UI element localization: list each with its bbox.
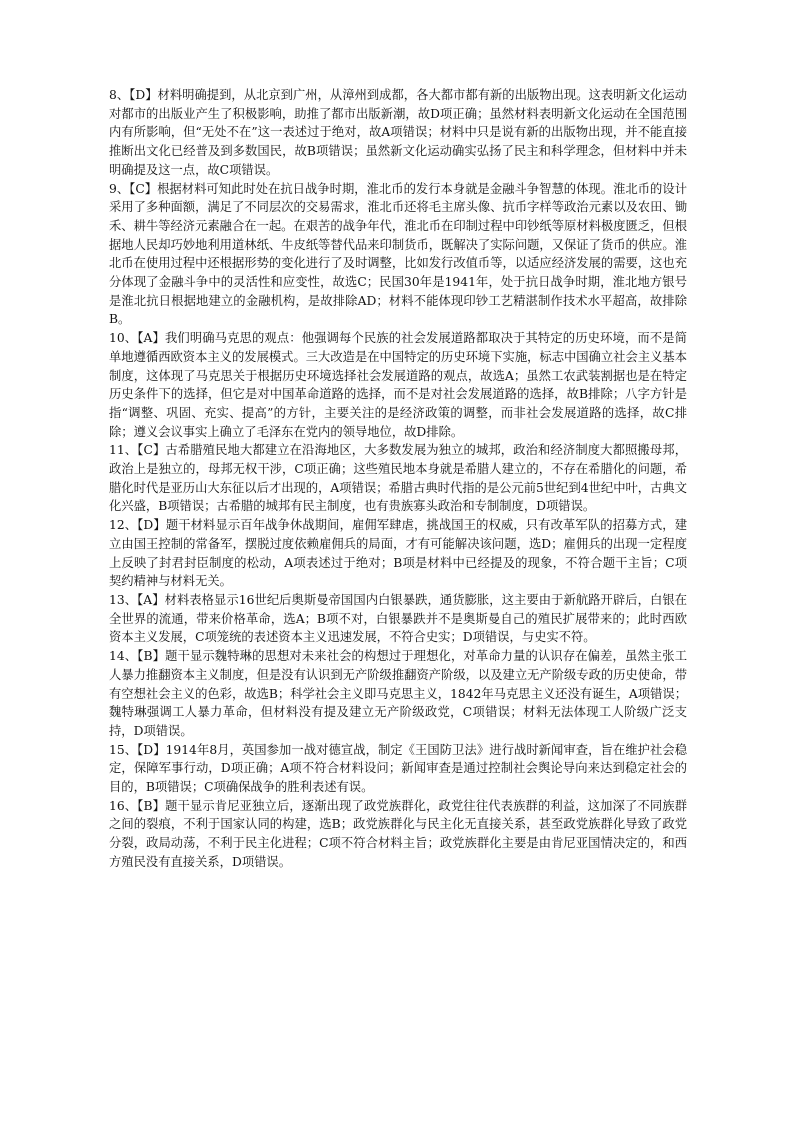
answer-text: 11、【C】古希腊殖民地大都建立在沿海地区，大多数发展为独立的城邦，政治和经济制度大都照搬母邦，政治上是独立的，母邦无权干涉，C项正确；这些殖民地本身就是希腊人建立的，不存在希腊化的问题，希腊化时代是亚历山大东征以后才出现的，A项错误；希腊古典时代指的是公元前5世纪到4世纪中叶，古典文化兴盛，B项错误；古希腊的城邦有民主制度，也有贵族寡头政治和专制制度，D项错误。 (109, 443, 687, 514)
answer-item-15 (109, 741, 687, 797)
answer-item-8 (109, 86, 687, 180)
answer-explanations-page (109, 86, 687, 872)
answer-text: 16、【B】题干显示肯尼亚独立后，逐渐出现了政党族群化，政党往往代表族群的利益，这加深了不同族群之间的裂痕，不利于国家认同的构建，选B；政党族群化与民主化无直接关系，甚至政党族群化导致了政党分裂，政局动荡，不利于民主化进程；C项不符合材料主旨；政党族群化主要是由肯尼亚国情决定的，和西方殖民没有直接关系，D项错误。 (109, 798, 687, 869)
answer-text: 15、【D】1914年8月，英国参加一战对德宣战，制定《王国防卫法》进行战时新闻审查，旨在维护社会稳定，保障军事行动，D项正确；A项不符合材料设问；新闻审查是通过控制社会舆论导向来达到稳定社会的目的，B项错误；C项确保战争的胜利表述有误。 (109, 742, 687, 795)
answer-text: 8、【D】材料明确提到，从北京到广州，从漳州到成都，各大都市都有新的出版物出现。这表明新文化运动对都市的出版业产生了积极影响，助推了都市出版新潮，故D项正确；虽然材料表明新文化运动在全国范围内有所影响，但“无处不在”这一表述过于绝对，故A项错误；材料中只是说有新的出版物出现，并不能直接推断出文化已经普及到多数国民，故B项错误；虽然新文化运动确实弘扬了民主和科学理念，但材料中并未明确提及这一点，故C项错误。 (109, 88, 687, 177)
answer-item-12 (109, 516, 687, 591)
answer-text: 9、【C】根据材料可知此时处在抗日战争时期，淮北币的发行本身就是金融斗争智慧的体现。淮北币的设计采用了多种面额，满足了不同层次的交易需求，淮北币还将毛主席头像、抗币字样等政治元素以及农田、锄禾、耕牛等经济元素融合在一起。在艰苦的战争年代，淮北币在印制过程中印钞纸等原材料极度匮乏，但根据地人民却巧妙地利用道林纸、牛皮纸等替代品来印制货币，既解决了实际问题，又保证了货币的供应。淮北币在使用过程中还根据形势的变化进行了及时调整，比如发行改值币等，以适应经济发展的需要，这也充分体现了金融斗争中的灵活性和应变性，故选C；民国30年是1941年，处于抗日战争时期，淮北地方银号是淮北抗日根据地建立的金融机构，是故排除AD；材料不能体现印钞工艺精湛制作技术水平超高，故排除B。 (109, 181, 687, 327)
answer-item-13 (109, 591, 687, 647)
answer-text: 13、【A】材料表格显示16世纪后奥斯曼帝国国内白银暴跌，通货膨胀，这主要由于新航路开辟后，白银在全世界的流通，带来价格革命，选A；B项不对，白银暴跌并不是奥斯曼自己的殖民扩展带来的；此时西欧资本主义发展，C项笼统的表述资本主义迅速发展，不符合史实；D项错误，与史实不符。 (109, 592, 687, 645)
answer-text: 10、【A】我们明确马克思的观点：他强调每个民族的社会发展道路都取决于其特定的历史环境，而不是简单地遵循西欧资本主义的发展模式。三大改造是在中国特定的历史环境下实施，标志中国确立社会主义基本制度，这体现了马克思关于根据历史环境选择社会发展道路的观点，故选A；虽然工农武装割据也是在特定历史条件下的选择，但它是对中国革命道路的选择，而不是对社会发展道路的选择，故B排除；八字方针是指“调整、巩固、充实、提高”的方针，主要关注的是经济政策的调整，而非社会发展道路的选择，故C排除；遵义会议事实上确立了毛泽东在党内的领导地位，故D排除。 (109, 331, 687, 439)
answer-item-16 (109, 797, 687, 872)
answer-item-9 (109, 180, 687, 330)
answer-text: 14、【B】题干显示魏特琳的思想对未来社会的构想过于理想化，对革命力量的认识存在偏差，虽然主张工人暴力推翻资本主义制度，但是没有认识到无产阶级推翻资产阶级，以及建立无产阶级专政的历史使命，带有空想社会主义的色彩，故选B；科学社会主义即马克思主义，1842年马克思主义还没有诞生，A项错误；魏特琳强调工人暴力革命，但材料没有提及建立无产阶级政党，C项错误；材料无法体现工人阶级广泛支持，D项错误。 (109, 649, 687, 738)
answer-text: 12、【D】题干材料显示百年战争休战期间，雇佣军肆虐，挑战国王的权威，只有改革军队的招募方式，建立由国王控制的常备军，摆脱过度依赖雇佣兵的局面，才有可能解决该问题，选D；雇佣兵的出现一定程度上反映了封君封臣制度的松动，A项表述过于绝对；B项是材料中已经提及的现象，不符合题干主旨；C项契约精神与材料无关。 (109, 518, 687, 589)
answer-item-11 (109, 441, 687, 516)
answer-item-14 (109, 647, 687, 741)
answer-item-10 (109, 329, 687, 441)
